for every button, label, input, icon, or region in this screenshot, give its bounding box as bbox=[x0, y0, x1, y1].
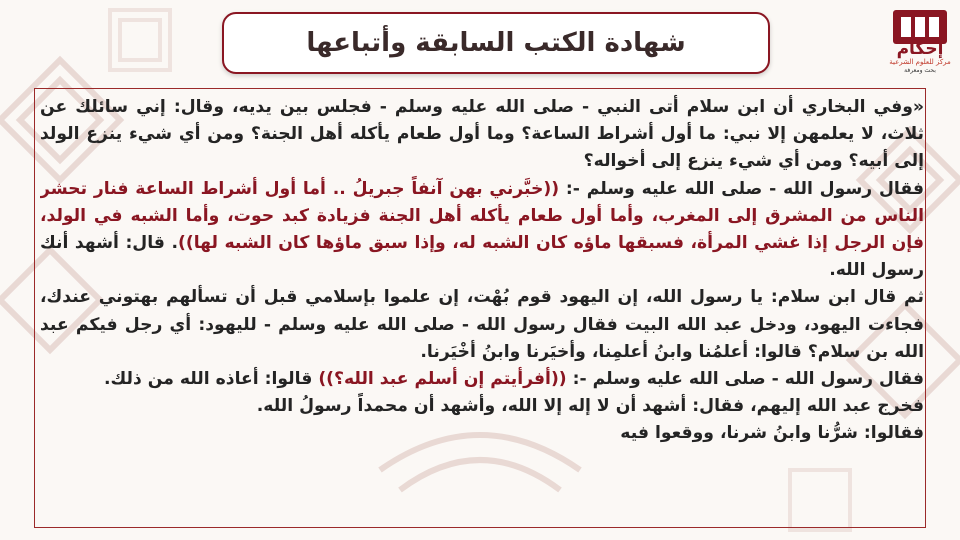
hadith-text bbox=[40, 94, 924, 526]
text-segment: فقال رسول الله - صلى الله عليه وسلم -: bbox=[559, 178, 924, 199]
text-segment: فقال رسول الله - صلى الله عليه وسلم -: bbox=[566, 369, 924, 390]
logo-subtitle: مركز للعلوم الشرعية bbox=[889, 58, 951, 66]
text-paragraph bbox=[40, 393, 924, 420]
quote-segment: ((خبَّرني بهن آنفاً جبريلُ .. أما أول أشراط الساعة فنار تحشر الناس من المشرق إلى المغرب، وأما أول طعام يأكله أهل الجنة فزيادة كبد حوت، وأما الشبه في الولد، فإن الرجل إذا غشي المرأة، فسبقها ماؤه كان الشبه له، وإذا سبق ماؤها كان الشبه لها)) bbox=[40, 178, 924, 254]
text-paragraph bbox=[40, 420, 924, 447]
text-segment: قالوا: أعاذه الله من ذلك. bbox=[103, 369, 319, 390]
text-segment: فقالوا: شرُّنا وابنُ شرنا، ووقعوا فيه bbox=[620, 423, 924, 444]
text-paragraph bbox=[40, 366, 924, 393]
logo-tagline: بحث ومعرفة bbox=[904, 67, 936, 74]
title-banner bbox=[222, 12, 770, 74]
text-paragraph bbox=[40, 284, 924, 366]
text-segment: . قال: أشهد أنك رسول الله. bbox=[40, 233, 924, 281]
page-title: شهادة الكتب السابقة وأتباعها bbox=[306, 28, 686, 58]
quote-segment: ((أفرأيتم إن أسلم عبد الله؟)) bbox=[318, 369, 567, 390]
brand-logo bbox=[882, 6, 958, 78]
text-paragraph bbox=[40, 176, 924, 285]
logo-name: إحكام bbox=[896, 39, 944, 59]
text-paragraph bbox=[40, 94, 924, 176]
text-segment: فخرج عبد الله إليهم، فقال: أشهد أن لا إله إلا الله، وأشهد أن محمداً رسولُ الله. bbox=[256, 396, 924, 417]
text-segment: ثم قال ابن سلام: يا رسول الله، إن اليهود قوم بُهْت، إن علموا بإسلامي قبل أن تسألهم بهتوني عندك، فجاءت اليهود، ودخل عبد الله البيت فقال رسول الله - صلى الله عليه وسلم - لليهود: أي رجل فيكم عبد الله بن سلام؟ قالوا: أعلمُنا وابنُ أعلمِنا، وأخيَرنا وابنُ أخْيَرنا. bbox=[40, 287, 924, 362]
text-segment: «وفي البخاري أن ابن سلام أتى النبي - صلى الله عليه وسلم - فجلس بين يديه، وقال: إني سائلك عن ثلاث، لا يعلمهن إلا نبي: ما أول أشراط الساعة؟ وما أول طعام يأكله أهل الجنة؟ ومن أي شيء ينزع الولد إلى أبيه؟ ومن أي شيء ينزع إلى أخواله؟ bbox=[40, 97, 924, 172]
